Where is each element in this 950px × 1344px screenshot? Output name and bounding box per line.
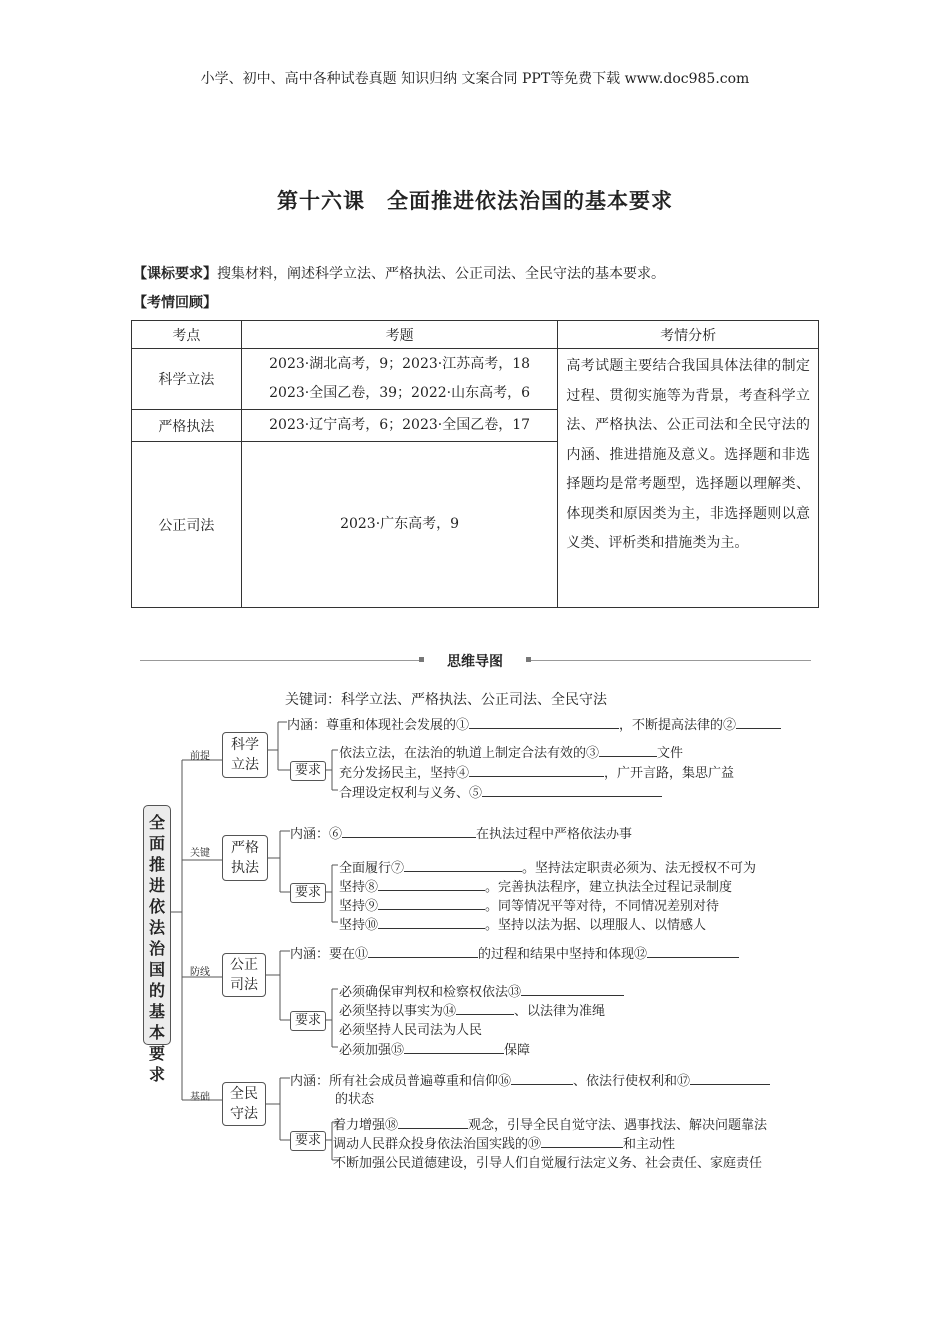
connotation-line [290, 1070, 770, 1089]
requirement-box: 要求 [290, 761, 326, 781]
page-header: 小学、初中、高中各种试卷真题 知识归纳 文案合同 PPT等免费下载 www.doc985.com [200, 71, 750, 87]
text-part: 。同等情况平等对待，不同情况差别对待 [485, 899, 720, 914]
text-part: 必须加强⑮ [339, 1043, 405, 1058]
branch-label: 防线 [190, 967, 210, 978]
page-title: 第十六课 全面推进依法治国的基本要求 [277, 189, 673, 213]
row-point: 科学立法 [132, 349, 242, 410]
text-part: 合理设定权利与义务、⑤ [339, 786, 483, 801]
mindmap-title: 思维导图 [447, 654, 503, 670]
answer-blank [404, 1041, 504, 1054]
answer-blank [469, 764, 604, 777]
connotation-line [290, 943, 739, 962]
mindmap-root: 全面推进依法治国的基本要求 [143, 805, 171, 1045]
row-point: 公正司法 [132, 442, 242, 608]
answer-blank [398, 1116, 468, 1129]
answer-blank [599, 744, 657, 757]
text-part: 。坚持以法为据、以理服人、以情感人 [485, 918, 707, 933]
text-part: 充分发扬民主，坚持④ [339, 766, 470, 781]
requirement-item [333, 1114, 767, 1133]
text-part: 内涵：尊重和体现社会发展的① [287, 718, 470, 733]
standard-label: 【课标要求】 [133, 266, 217, 282]
requirement-item [339, 914, 706, 933]
keywords: 关键词：科学立法、严格执法、公正司法、全民守法 [285, 692, 607, 708]
standard-text: 搜集材料，阐述科学立法、严格执法、公正司法、全民守法的基本要求。 [217, 266, 665, 282]
question-line: 2023·湖北高考，9；2023·江苏高考，18 [269, 356, 531, 372]
branch-label: 关键 [190, 848, 210, 859]
node-strict-enforcement: 严格执法 [222, 835, 268, 881]
review-label: 【考情回顾】 [133, 295, 217, 311]
header-analysis: 考情分析 [558, 321, 819, 349]
text-part: ，不断提高法律的② [619, 718, 737, 733]
question-line: 2023·广东高考，9 [241, 442, 558, 608]
answer-blank [690, 1072, 770, 1085]
text-part: 全面履行⑦ [339, 861, 405, 876]
text-part: 。完善执法程序，建立执法全过程记录制度 [485, 880, 733, 895]
text-part: 坚持⑩ [339, 918, 379, 933]
requirement-item [339, 1019, 482, 1038]
answer-blank [469, 716, 619, 729]
text-part: 调动人民群众投身依法治国实践的⑲ [333, 1137, 542, 1152]
requirement-item [333, 1152, 762, 1171]
requirement-item [339, 1039, 530, 1058]
header-point: 考点 [132, 321, 242, 349]
header-questions: 考题 [241, 321, 558, 349]
branch-label: 基础 [190, 1092, 210, 1103]
requirement-item [339, 742, 683, 761]
text-part: 依法立法，在法治的轨道上制定合法有效的③ [339, 746, 600, 761]
requirement-item [339, 876, 732, 895]
row-point: 严格执法 [132, 410, 242, 442]
node-science-legislation: 科学立法 [222, 732, 268, 778]
question-line: 2023·全国乙卷，39；2022·山东高考，6 [269, 385, 531, 401]
answer-blank [482, 784, 662, 797]
text-part: 保障 [504, 1043, 531, 1058]
requirement-item [333, 1133, 675, 1152]
requirement-box: 要求 [290, 1011, 326, 1031]
question-line: 2023·辽宁高考，6；2023·全国乙卷，17 [241, 410, 558, 442]
text-part: 必须坚持以事实为⑭ [339, 1004, 457, 1019]
text-part: 内涵：要在⑪ [290, 947, 369, 962]
requirement-box: 要求 [290, 883, 326, 903]
requirement-item [339, 762, 734, 781]
requirement-item [339, 1000, 605, 1019]
text-part: 、依法行使权利和⑰ [573, 1074, 691, 1089]
answer-blank [378, 897, 485, 910]
text-part: 。坚持法定职责必须为、法无授权不可为 [522, 861, 757, 876]
text-part: 坚持⑧ [339, 880, 379, 895]
text-part: ，广开言路，集思广益 [604, 766, 735, 781]
text-part: 着力增强⑱ [333, 1118, 399, 1133]
node-fair-justice: 公正司法 [222, 953, 266, 997]
connotation-continuation: 的状态 [335, 1092, 375, 1107]
text-part: 在执法过程中严格依法办事 [476, 827, 633, 842]
requirement-item [339, 895, 719, 914]
text-part: 和主动性 [623, 1137, 676, 1152]
analysis-cell: 高考试题主要结合我国具体法律的制定过程、贯彻实施等为背景，考查科学立法、严格执法、公正司法和全民守法的内涵、推进措施及意义。选择题和非选择题均是常考题型，选择题以理解类、体现类和原因类为主，非选择题则以意义类、评析类和措施类为主。 [558, 349, 819, 608]
text-part: 必须确保审判权和检察权依法⑬ [339, 985, 522, 1000]
text-part: 文件 [657, 746, 684, 761]
text-part: 、以法律为准绳 [514, 1004, 606, 1019]
answer-blank [647, 945, 739, 958]
text-part: 的过程和结果中坚持和体现⑫ [478, 947, 648, 962]
requirement-box: 要求 [290, 1131, 326, 1151]
text-part: 必须坚持人民司法为人民 [339, 1023, 483, 1038]
branch-label: 前提 [190, 751, 210, 762]
answer-blank [521, 983, 624, 996]
text-part: 内涵：⑥ [290, 827, 343, 842]
node-law-abiding: 全民守法 [222, 1082, 266, 1126]
requirement-item [339, 857, 756, 876]
answer-blank [368, 945, 478, 958]
text-part: 内涵：所有社会成员普遍尊重和信仰⑯ [290, 1074, 512, 1089]
answer-blank [342, 825, 476, 838]
requirement-item [339, 981, 624, 1000]
text-part: 不断加强公民道德建设，引导人们自觉履行法定义务、社会责任、家庭责任 [333, 1156, 763, 1171]
answer-blank [541, 1135, 623, 1148]
answer-blank [736, 716, 781, 729]
text-part: 观念，引导全民自觉守法、遇事找法、解决问题靠法 [468, 1118, 768, 1133]
connotation-line [290, 823, 632, 842]
answer-blank [511, 1072, 573, 1085]
answer-blank [378, 878, 485, 891]
answer-blank [404, 859, 522, 872]
text-part: 坚持⑨ [339, 899, 379, 914]
answer-blank [456, 1002, 514, 1015]
connotation-line [287, 714, 781, 733]
answer-blank [378, 916, 485, 929]
requirement-item [339, 782, 662, 801]
